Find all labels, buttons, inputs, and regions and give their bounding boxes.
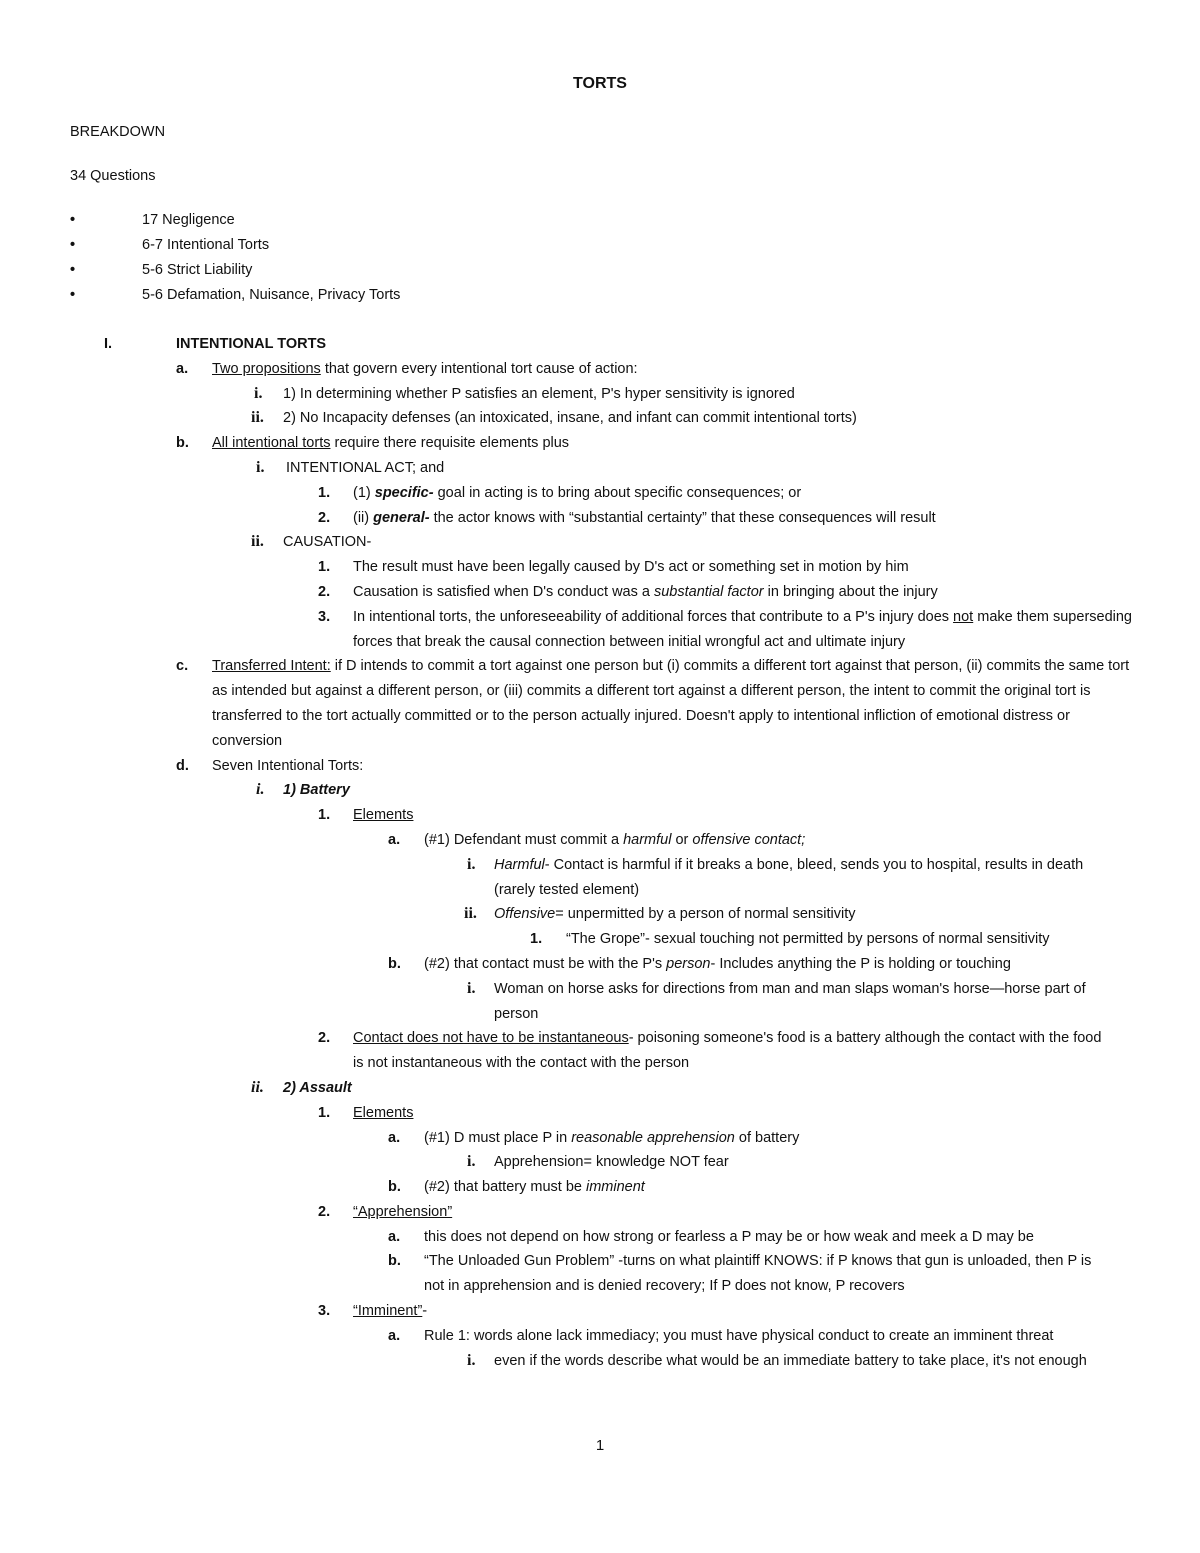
outline-item: 1. “The Grope”- sexual touching not permitted by persons of normal sensitivity [530, 931, 1050, 948]
outline-item: 1. Elements [318, 807, 414, 824]
outline-item: 1. (1) specific- goal in acting is to bring about specific consequences; or [318, 484, 802, 501]
outline-item: a. Rule 1: words alone lack immediacy; you must have physical conduct to create an imminent threat [388, 1327, 1054, 1344]
document-title: TORTS [573, 75, 627, 92]
outline-item: i. even if the words describe what would be an immediate battery to take place, it's not enough [467, 1351, 1087, 1369]
bullet-icon: • [70, 287, 76, 303]
page-number: 1 [595, 1437, 605, 1454]
outline-item: i. INTENTIONAL ACT; and [256, 458, 445, 476]
outline-item: ii. 2) Assault [251, 1078, 352, 1096]
outline-item: 2. Contact does not have to be instantaneous- poisoning someone's food is a battery although the contact with the food is not instantaneous with the contact with the person [318, 1030, 1102, 1072]
bullet-icon: • [70, 237, 76, 253]
outline-item: i. Woman on horse asks for directions from man and man slaps woman's horse—horse part of person [467, 979, 1086, 1022]
outline-item: a. Two propositions that govern every intentional tort cause of action: [176, 360, 638, 377]
outline-item: 3. In intentional torts, the unforeseeability of additional forces that contribute to a P's injury does not make them superseding forces that break the causal connection between initial wrongful act and ultimate injury [318, 608, 1132, 650]
outline-item: a. (#1) D must place P in reasonable apprehension of battery [388, 1129, 800, 1146]
outline-item: 2. (ii) general- the actor knows with “substantial certainty” that these consequences will result [318, 509, 936, 526]
outline-item: b. All intentional torts require there requisite elements plus [176, 435, 570, 452]
document-page: TORTS BREAKDOWN 34 Questions • 17 Negligence • 6-7 Intentional Torts • 5-6 Strict Liability • 5-6 Defamation, Nuisance, Privacy Torts I. INTENTIONAL TORTS a. Two propositions that govern every intentional tort cause of action: i. 1) In determining whether P satisfies an element, P's hyper sensitivity is ignored ii. 2) No Incapacity defenses (an intoxicated, insane, and infant can commit intentional torts) b. All intentional torts require there requisite elements plus i. INTENTIONAL ACT; and 1. (1) specific- goal in acting is to bring about specific consequences; or 2. (ii) general- the actor knows with “substantial certainty” that these consequences will result ii. CAUSATION- 1. The result must have been legally caused by D's act or something set in motion by him 2. Causation is satisfied when D's conduct was a substantial factor in bringing about the injury 3. In intentional torts, the unforeseeability of additional forces that contribute to a P's injury does not make them superseding forces that break the causal connection between initial wrongful act and ultimate injury c. Transferred Intent: if D intends to commit a tort against one person but (i) commits a different tort against that person, (ii) commits the same tort as intended but against a different person, or (iii) commits a different tort against a different person, the intent to commit the original tort is transferred to the tort actually committed or to the person actually injured. Doesn't apply to intentional infliction of emotional distress or conversion d. Seven Intentional Torts: i. 1) Battery 1. Elements a. (#1) Defendant must commit a harmful or offensive contact; i. Harmful- Contact is harmful if it breaks a bone, bleed, sends you to hospital, results in death (rarely tested element) ii. Offensive= unpermitted by a person of normal sensitivity 1. “The Grope”- sexual touching not permitted by persons of normal sensitivity b. (#2) that contact must be with the P's person- Includes anything the P is holding or touching i. Woman on horse asks for directions from man and man slaps woman's horse—horse part of person 2. Contact does not have to be instantaneous- poisoning someone's food is a battery although the contact with the food is not instantaneous with the contact with the person ii. 2) Assault 1. Elements a. (#1) D must place P in reasonable apprehension of battery i. Apprehension= knowledge NOT fear b. (#2) that battery must be imminent 2. “Apprehension” a. this does not depend on how strong or fearless a P may be or how weak and meek a D may be b. “The Unloaded Gun Problem” -turns on what plaintiff KNOWS: if P knows that gun is unloaded, then P is not in apprehension and is denied recovery; If P does not know, P recovers 3. “Imminent”- a. Rule 1: words alone lack immediacy; you must have physical conduct to create an imminent threat i. even if the words describe what would be an immediate battery to take place, it's not enough 1 [0, 0, 1200, 1553]
outline-item: 3. “Imminent”- [318, 1303, 428, 1320]
outline-item: 2. “Apprehension” [318, 1203, 453, 1220]
bullet-icon: • [70, 262, 76, 278]
outline-item: ii. 2) No Incapacity defenses (an intoxicated, insane, and infant can commit intentional torts) [251, 409, 857, 427]
outline-item: ii. Offensive= unpermitted by a person of normal sensitivity [464, 905, 856, 923]
outline-item: c. Transferred Intent: if D intends to commit a tort against one person but (i) commits a different tort against that person, (ii) commits the same tort as intended but against a different person, or (iii) commits a different tort against a different person, the intent to commit the original tort is transferred to the tort actually committed or to the person actually injured. Doesn't apply to intentional infliction of emotional distress or conversion [176, 658, 1130, 749]
outline-item: i. 1) In determining whether P satisfies an element, P's hyper sensitivity is ignored [254, 384, 795, 402]
outline [0, 332, 1200, 1398]
breakdown-heading: BREAKDOWN [70, 124, 166, 140]
outline-item: b. “The Unloaded Gun Problem” -turns on what plaintiff KNOWS: if P knows that gun is unloaded, then P is not in apprehension and is denied recovery; If P does not know, P recovers [388, 1253, 1092, 1295]
outline-item: 1. The result must have been legally caused by D's act or something set in motion by him [318, 559, 909, 576]
outline-item: i. Apprehension= knowledge NOT fear [467, 1153, 729, 1171]
bullet-icon: • [70, 212, 76, 228]
outline-item: i. 1) Battery [256, 781, 350, 799]
outline-item: 2. Causation is satisfied when D's conduct was a substantial factor in bringing about the injury [318, 583, 938, 600]
outline-item: b. (#2) that battery must be imminent [388, 1179, 645, 1196]
outline-item: 1. Elements [318, 1104, 414, 1121]
outline-item: d. Seven Intentional Torts: [176, 757, 364, 774]
outline-item: a. this does not depend on how strong or fearless a P may be or how weak and meek a D may be [388, 1228, 1034, 1245]
section-heading: I. INTENTIONAL TORTS [104, 336, 327, 352]
outline-item: ii. CAUSATION- [251, 533, 372, 551]
outline-item: b. (#2) that contact must be with the P's person- Includes anything the P is holding or touching [388, 955, 1011, 972]
questions-count: 34 Questions [70, 168, 156, 184]
outline-item: a. (#1) Defendant must commit a harmful or offensive contact; [388, 831, 806, 848]
outline-item: i. Harmful- Contact is harmful if it breaks a bone, bleed, sends you to hospital, results in death (rarely tested element) [467, 855, 1084, 898]
